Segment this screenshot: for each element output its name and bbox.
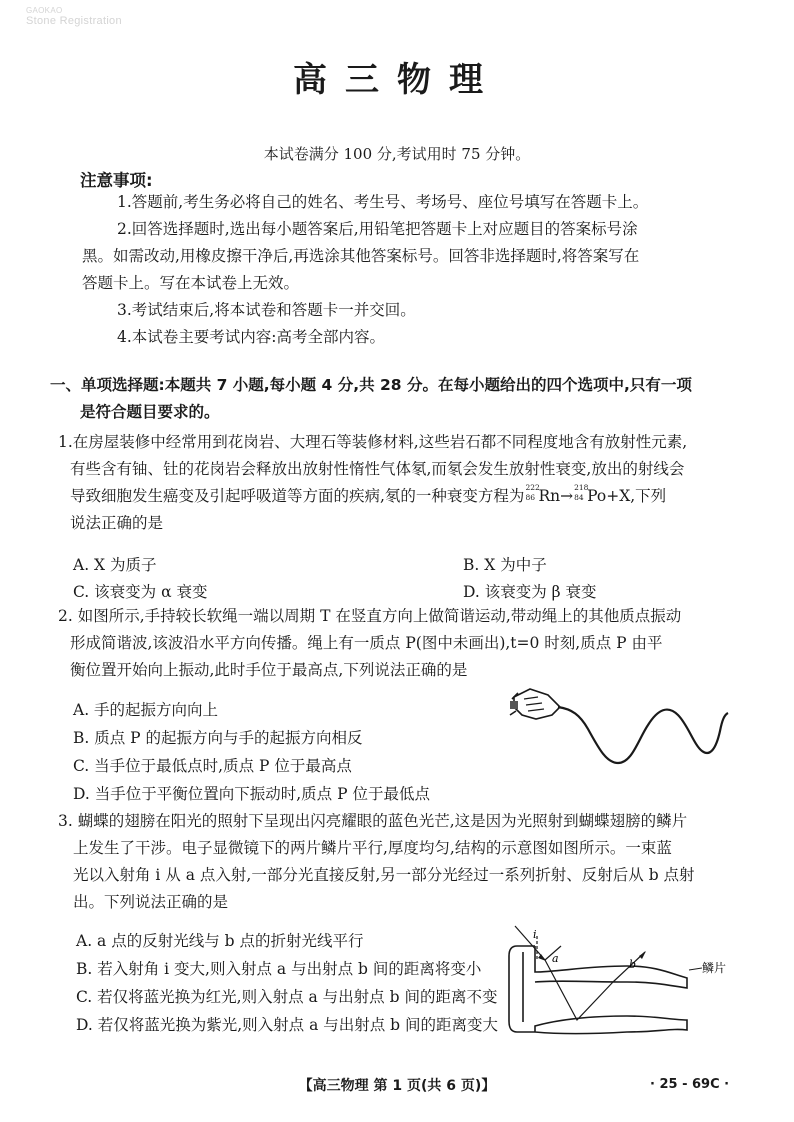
butterfly-scale-figure [497, 916, 742, 1041]
q3-line-1: 3. 蝴蝶的翅膀在阳光的照射下呈现出闪亮耀眼的蓝色光芒,这是因为光照射到蝴蝶翅膀的鳞片 [58, 812, 688, 830]
q3-option-d[interactable]: D. 若仅将蓝光换为紫光,则入射点 a 与出射点 b 间的距离变大 [76, 1016, 499, 1034]
radon-charge-number: 86 [525, 493, 535, 502]
footer-page-info: 【高三物理 第 1 页(共 6 页)】 [298, 1078, 496, 1094]
rope-line [558, 707, 728, 763]
polonium-mass-number: 218 [574, 483, 589, 492]
radon-nuclide [525, 483, 561, 509]
polonium-charge-number: 84 [574, 493, 584, 502]
label-i: i [533, 928, 537, 941]
exam-info: 本试卷满分 100 分,考试用时 75 分钟。 [263, 145, 531, 163]
q2-line-1: 2. 如图所示,手持较长软绳一端以周期 T 在竖直方向上做简谐运动,带动绳上的其他质点振动 [58, 607, 682, 625]
notice-line-2: 2.回答选择题时,选出每小题答案后,用铅笔把答题卡上对应题目的答案标号涂 [117, 220, 638, 238]
radon-mass-number: 222 [525, 483, 540, 492]
q1-line-3 [70, 483, 666, 509]
radon-symbol: Rn [538, 487, 561, 505]
notice-line-5: 3.考试结束后,将本试卷和答题卡一并交回。 [117, 301, 416, 319]
watermark-line2: Stone Registration [26, 15, 122, 27]
scale-structure [509, 946, 535, 1032]
q2-line-3: 衡位置开始向上振动,此时手位于最高点,下列说法正确的是 [70, 661, 468, 679]
polonium-symbol: Po+X,下列 [587, 487, 667, 505]
q1-option-a[interactable]: A. X 为质子 [73, 556, 157, 574]
q1-option-d[interactable]: D. 该衰变为 β 衰变 [463, 583, 597, 601]
q3-line-2: 上发生了干涉。电子显微镜下的两片鳞片平行,厚度均匀,结构的示意图如图所示。一束蓝 [73, 839, 672, 857]
q2-option-b[interactable]: B. 质点 P 的起振方向与手的起振方向相反 [73, 729, 363, 747]
polonium-nuclide [574, 483, 667, 509]
watermark-line1: GAOKAO [26, 6, 63, 15]
footer-exam-code: · 25 - 69C · [650, 1077, 730, 1092]
q3-option-b[interactable]: B. 若入射角 i 变大,则入射点 a 与出射点 b 间的距离将变小 [76, 960, 482, 978]
notice-heading: 注意事项: [80, 171, 153, 190]
rope-wave-figure [508, 685, 733, 785]
q2-option-a[interactable]: A. 手的起振方向向上 [73, 701, 219, 719]
q2-option-c[interactable]: C. 当手位于最低点时,质点 P 位于最高点 [73, 757, 352, 775]
notice-line-4: 答题卡上。写在本试卷上无效。 [82, 274, 300, 292]
label-scale: 鳞片 [702, 961, 727, 975]
q3-line-3: 光以入射角 i 从 a 点入射,一部分光直接反射,另一部分光经过一系列折射、反射后从 b 点射 [73, 866, 695, 884]
q3-option-a[interactable]: A. a 点的反射光线与 b 点的折射光线平行 [76, 932, 364, 950]
notice-line-6: 4.本试卷主要考试内容:高考全部内容。 [117, 328, 386, 346]
lower-scale [535, 1016, 687, 1034]
q1-line-2: 有些含有铀、钍的花岗岩会释放出放射性惰性气体氡,而氡会发生放射性衰变,放出的射线会 [70, 460, 685, 478]
q1-option-b[interactable]: B. X 为中子 [463, 556, 547, 574]
notice-line-3: 黑。如需改动,用橡皮擦干净后,再选涂其他答案标号。回答非选择题时,将答案写在 [82, 247, 640, 265]
q1-line-1: 1.在房屋装修中经常用到花岗岩、大理石等装修材料,这些岩石都不同程度地含有放射性元素, [58, 433, 688, 451]
label-a: a [552, 952, 559, 965]
notice-line-1: 1.答题前,考生务必将自己的姓名、考生号、考场号、座位号填写在答题卡上。 [117, 193, 649, 211]
q3-line-4: 出。下列说法正确的是 [73, 893, 229, 911]
q2-line-2: 形成简谐波,该波沿水平方向传播。绳上有一质点 P(图中未画出),t=0 时刻,质点 P 由平 [70, 634, 663, 652]
q2-option-d[interactable]: D. 当手位于平衡位置向下振动时,质点 P 位于最低点 [73, 785, 430, 803]
label-b: b [629, 958, 637, 971]
decay-arrow: → [560, 487, 574, 505]
q1-line-4: 说法正确的是 [70, 514, 164, 532]
q1-option-c[interactable]: C. 该衰变为 α 衰变 [73, 583, 208, 601]
watermark-logo [26, 6, 226, 26]
q1-line-3-text: 导致细胞发生癌变及引起呼吸道等方面的疾病,氡的一种衰变方程为 [70, 487, 525, 505]
q3-option-c[interactable]: C. 若仅将蓝光换为红光,则入射点 a 与出射点 b 间的距离不变 [76, 988, 498, 1006]
page-title: 高三物理 [293, 60, 501, 100]
section-heading-line1: 一、单项选择题:本题共 7 小题,每小题 4 分,共 28 分。在每小题给出的四个选项中,只有一项 [50, 376, 692, 394]
section-heading-line2: 是符合题目要求的。 [80, 403, 220, 421]
hand-icon [510, 689, 560, 719]
